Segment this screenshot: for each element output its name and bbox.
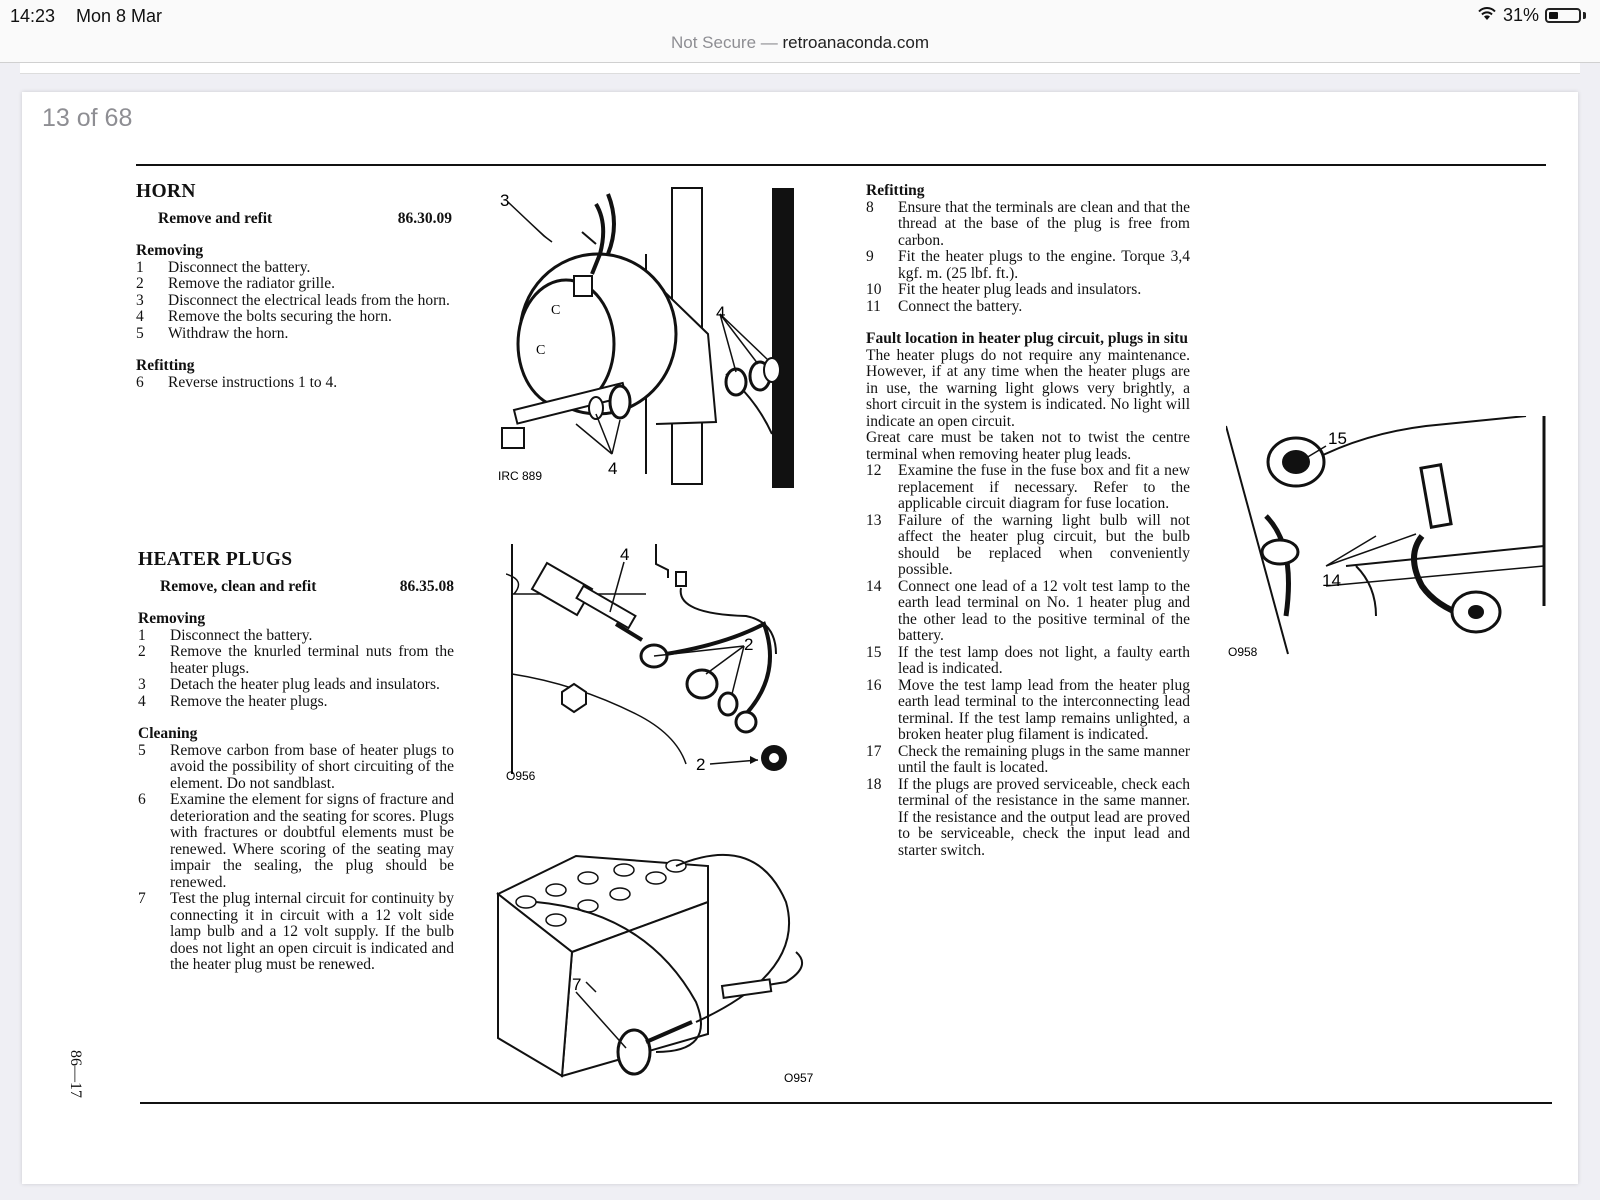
- step-text: Test the plug internal circuit for continuity by connecting it in circuit with a 12 volt side lamp bulb and a 12 volt supply. If the bulb does not light an open circuit is indicated and the heater plug must be renewed.: [170, 890, 454, 973]
- step-number: 6: [136, 373, 144, 391]
- step-list: [866, 200, 1190, 316]
- step-text: Disconnect the electrical leads from the horn.: [168, 291, 450, 309]
- status-date: Mon 8 Mar: [76, 6, 163, 26]
- step-item: [136, 260, 452, 277]
- top-rule: [136, 164, 1546, 166]
- status-bar: [0, 0, 1600, 32]
- step-list: [138, 628, 454, 711]
- battery-test-diagram: [496, 842, 826, 1090]
- step-item: [138, 743, 454, 793]
- section-title: HORN: [136, 181, 196, 202]
- paragraph: Great care must be taken not to twist the centre terminal when removing heater plug leads.: [866, 429, 1190, 463]
- step-text: Fit the heater plugs to the engine. Torque 3,4 kgf. m. (25 lbf. ft.).: [898, 248, 1190, 282]
- figure-code: O958: [1228, 645, 1258, 659]
- step-number: 10: [866, 281, 882, 298]
- step-number: 7: [138, 890, 146, 907]
- step-text: Detach the heater plug leads and insulators.: [170, 676, 440, 693]
- step-number: 5: [138, 741, 146, 759]
- step-number: 15: [866, 643, 882, 661]
- callout-label: 2: [744, 635, 754, 654]
- battery-cap: [1583, 12, 1586, 19]
- step-item: [136, 375, 452, 392]
- in-situ-diagram: [1226, 416, 1548, 660]
- section-title: HEATER PLUGS: [138, 549, 293, 570]
- step-number: 3: [136, 291, 144, 309]
- operation-code: 86.30.09: [397, 209, 452, 227]
- step-item: [138, 628, 454, 645]
- battery-level: [1549, 12, 1558, 19]
- step-text: Disconnect the battery.: [170, 626, 313, 644]
- step-number: 1: [136, 258, 144, 276]
- operation-name: Remove, clean and refit: [160, 577, 317, 595]
- callout-label: 4: [716, 303, 726, 322]
- page-reference: 86—17: [67, 1050, 84, 1098]
- step-item: [136, 326, 452, 343]
- step-item: [866, 744, 1190, 777]
- step-item: [138, 644, 454, 677]
- horn-section: [136, 181, 452, 391]
- step-item: [866, 579, 1190, 645]
- step-text: Remove carbon from base of heater plugs to avoid the possibility of short circuiting of the element. Do not sandblast.: [170, 741, 454, 792]
- bottom-rule: [140, 1102, 1552, 1104]
- step-number: 16: [866, 676, 882, 694]
- step-number: 6: [138, 791, 146, 808]
- step-number: 9: [866, 248, 874, 265]
- callout-label: 2: [696, 755, 706, 774]
- heater-plug-diagram: [506, 544, 800, 784]
- callout-label: 15: [1328, 429, 1347, 448]
- step-number: 8: [866, 198, 874, 216]
- wifi-icon: [1477, 5, 1497, 26]
- step-text: If the test lamp does not light, a faulty earth lead is indicated.: [898, 643, 1190, 677]
- step-item: [866, 282, 1190, 299]
- step-number: 2: [138, 643, 146, 660]
- callout-label: 14: [1322, 571, 1341, 590]
- step-number: 14: [866, 577, 882, 595]
- step-item: [866, 463, 1190, 513]
- step-text: Remove the heater plugs.: [170, 692, 328, 710]
- step-item: [138, 891, 454, 974]
- operation-code: 86.35.08: [399, 577, 454, 595]
- step-item: [866, 513, 1190, 579]
- step-item: [136, 309, 452, 326]
- step-text: Check the remaining plugs in the same manner until the fault is located.: [898, 742, 1190, 776]
- step-item: [136, 276, 452, 293]
- heater-continued: [866, 183, 1190, 859]
- battery-percent: 31%: [1502, 5, 1539, 25]
- step-number: 17: [866, 742, 882, 760]
- paragraph: The heater plugs do not require any maintenance. However, if at any time when the heater plugs are in use, the warning light glows very brightly, a short circuit in the system is indicated. No light will indicate an open circuit.: [866, 346, 1190, 430]
- step-item: [138, 677, 454, 694]
- step-text: Reverse instructions 1 to 4.: [168, 373, 338, 391]
- step-item: [136, 293, 452, 310]
- step-text: Remove the knurled terminal nuts from the heater plugs.: [170, 643, 454, 677]
- battery-icon: [1545, 8, 1581, 23]
- step-item: [138, 694, 454, 711]
- figure-code: O956: [506, 769, 536, 783]
- step-text: Failure of the warning light bulb will not affect the heater plug circuit, but the bulb should be replaced when conveniently possible.: [898, 511, 1190, 578]
- step-number: 12: [866, 462, 882, 479]
- step-number: 4: [138, 692, 146, 710]
- figure-code: IRC 889: [498, 469, 543, 483]
- step-number: 5: [136, 324, 144, 342]
- callout-label: 4: [608, 459, 618, 478]
- operation-name: Remove and refit: [158, 209, 273, 227]
- step-text: Disconnect the battery.: [168, 258, 311, 276]
- step-number: 3: [138, 676, 146, 693]
- step-list: [136, 375, 452, 392]
- subheading: Cleaning: [138, 725, 198, 742]
- step-text: Fit the heater plug leads and insulators.: [898, 281, 1142, 298]
- subheading: Removing: [138, 610, 206, 627]
- step-text: Examine the fuse in the fuse box and fit a new replacement if necessary. Refer to the applicable circuit diagram for fuse location.: [898, 462, 1190, 512]
- step-text: Examine the element for signs of fracture and deterioration and the seating for scores. Plugs with fractures or doubtful elements must be renewed. Where scoring of the seating may impair the sealing, the plug should be renewed.: [170, 791, 454, 891]
- step-item: [866, 678, 1190, 744]
- status-time: 14:23: [10, 6, 56, 26]
- step-text: Ensure that the terminals are clean and that the thread at the base of the plug is free from carbon.: [898, 198, 1190, 249]
- subheading: Refitting: [866, 182, 925, 199]
- step-number: 13: [866, 511, 882, 529]
- operation-line: [158, 211, 452, 228]
- status-right: [1477, 5, 1586, 26]
- callout-label: 3: [500, 191, 510, 210]
- step-number: 4: [136, 308, 144, 325]
- step-text: Connect the battery.: [898, 297, 1023, 315]
- subheading: Refitting: [136, 357, 195, 374]
- step-item: [866, 249, 1190, 282]
- step-number: 18: [866, 775, 882, 793]
- operation-line: [160, 579, 454, 596]
- address-bar[interactable]: [0, 32, 1600, 63]
- step-item: [138, 792, 454, 891]
- step-text: Connect one lead of a 12 volt test lamp to the earth lead terminal on No. 1 heater plug and the other lead to the positive terminal of the battery.: [898, 577, 1190, 644]
- previous-page-edge: [20, 63, 1580, 74]
- step-text: Withdraw the horn.: [168, 324, 289, 342]
- callout-label: 4: [620, 545, 630, 564]
- step-text: Move the test lamp lead from the heater plug earth lead terminal to the interconnecting lead terminal. If the test lamp remains unlighted, a broken heater plug filament is indicated.: [898, 676, 1190, 743]
- step-number: 2: [136, 275, 144, 292]
- figure-code: O957: [784, 1071, 814, 1085]
- step-item: [866, 299, 1190, 316]
- step-list: [136, 260, 452, 343]
- step-item: [866, 200, 1190, 250]
- horn-diagram: [496, 184, 818, 488]
- step-text: If the plugs are proved serviceable, check each terminal of the resistance in the same manner. If the resistance and the output lead are proved to be serviceable, check the input lead and starter switch.: [898, 775, 1190, 859]
- step-item: [866, 645, 1190, 678]
- subheading: Fault location in heater plug circuit, plugs in situ: [866, 330, 1188, 347]
- url-separator: —: [756, 33, 783, 52]
- security-label: Not Secure: [671, 33, 757, 52]
- svg-text:C: C: [536, 343, 546, 358]
- step-list: [138, 743, 454, 974]
- heater-section: [138, 549, 454, 974]
- svg-text:C: C: [551, 303, 561, 318]
- callout-label: 7: [572, 975, 582, 994]
- step-list: [866, 463, 1190, 859]
- step-number: 1: [138, 626, 146, 644]
- step-item: [866, 777, 1190, 860]
- step-text: Remove the radiator grille.: [168, 275, 335, 292]
- page-counter: 13 of 68: [42, 104, 133, 132]
- url-host: retroanaconda.com: [782, 33, 929, 52]
- step-text: Remove the bolts securing the horn.: [168, 308, 392, 325]
- step-number: 11: [866, 297, 881, 315]
- subheading: Removing: [136, 242, 204, 259]
